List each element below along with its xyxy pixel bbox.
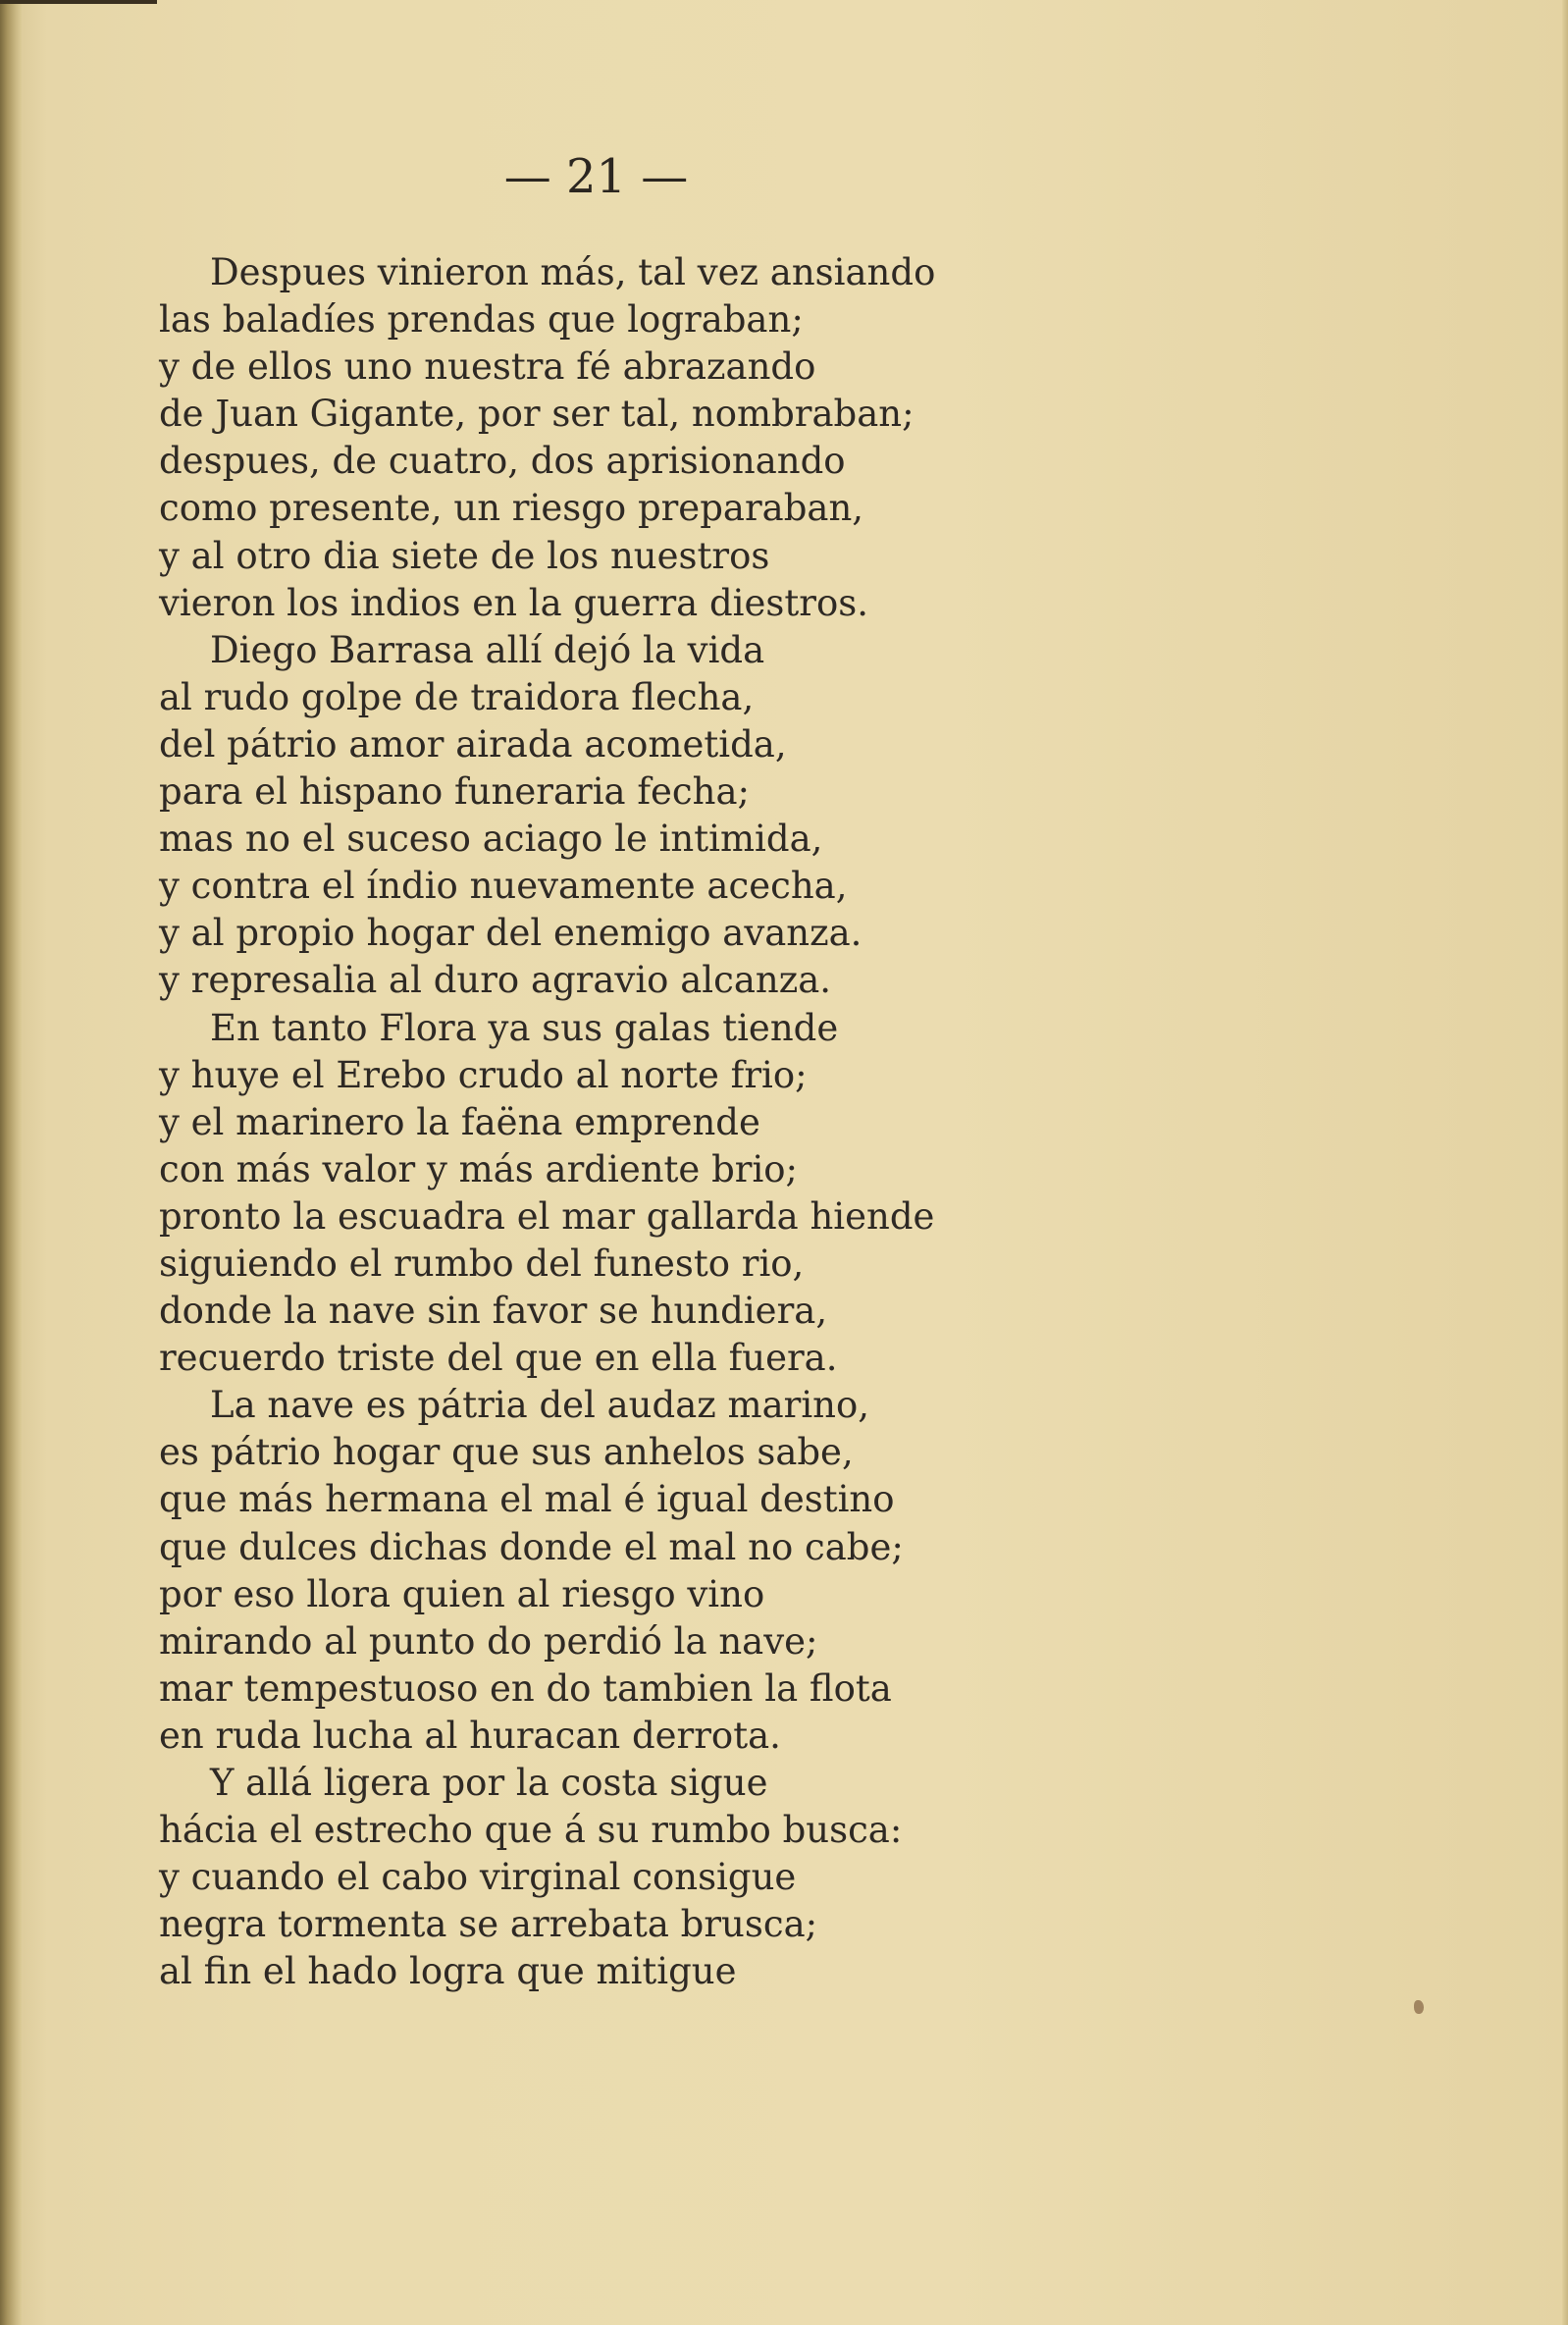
- verse-line: con más valor y más ardiente brio;: [159, 1147, 799, 1190]
- verse-line: mar tempestuoso en do tambien la flota: [159, 1666, 892, 1710]
- page-right-edge: [1562, 0, 1568, 2325]
- verse-line: siguiendo el rumbo del funesto rio,: [159, 1242, 805, 1285]
- verse-line: las baladíes prendas que lograban;: [159, 298, 804, 342]
- verse-line: Y allá ligera por la costa sigue: [210, 1762, 768, 1804]
- verse-line: y cuando el cabo virginal consigue: [159, 1856, 797, 1899]
- verse-line: y el marinero la faëna emprende: [159, 1100, 760, 1143]
- verse-line: Despues vinieron más, tal vez ansiando: [210, 251, 936, 293]
- verse-line: y al propio hogar del enemigo avanza.: [159, 912, 862, 955]
- verse-line: despues, de cuatro, dos aprisionando: [159, 440, 846, 483]
- verse-line: mirando al punto do perdió la nave;: [159, 1619, 818, 1663]
- page-spine-edge: [0, 0, 22, 2325]
- verse-line: vieron los indios en la guerra diestros.: [159, 581, 868, 624]
- ink-stain: [1414, 2000, 1424, 2014]
- verse-line: y contra el índio nuevamente acecha,: [159, 865, 848, 908]
- verse-line: es pátrio hogar que sus anhelos sabe,: [159, 1431, 854, 1474]
- verse-line: del pátrio amor airada acometida,: [159, 722, 787, 766]
- verse-line: y al otro dia siete de los nuestros: [159, 534, 770, 577]
- verse-line: que más hermana el mal é igual destino: [159, 1478, 895, 1521]
- verse-line: en ruda lucha al huracan derrota.: [159, 1714, 781, 1757]
- page-top-edge: [0, 0, 157, 4]
- verse-line: que dulces dichas donde el mal no cabe;: [159, 1525, 904, 1568]
- verse-line: y represalia al duro agravio alcanza.: [159, 959, 832, 1002]
- verse-line: para el hispano funeraria fecha;: [159, 770, 751, 814]
- verse-line: al rudo golpe de traidora flecha,: [159, 675, 755, 718]
- verse-line: y huye el Erebo crudo al norte frio;: [159, 1053, 808, 1096]
- verse-line: donde la nave sin favor se hundiera,: [159, 1290, 828, 1333]
- verse-line: negra tormenta se arrebata brusca;: [159, 1903, 818, 1946]
- verse-line: En tanto Flora ya sus galas tiende: [210, 1006, 839, 1049]
- verse-line: como presente, un riesgo preparaban,: [159, 487, 864, 530]
- verse-line: de Juan Gigante, por ser tal, nombraban;: [159, 393, 915, 436]
- poem-text: [159, 249, 1140, 1995]
- verse-line: Diego Barrasa allí dejó la vida: [210, 628, 765, 671]
- verse-line: recuerdo triste del que en ella fuera.: [159, 1337, 838, 1380]
- verse-line: hácia el estrecho que á su rumbo busca:: [159, 1809, 903, 1852]
- verse-line: mas no el suceso aciago le intimida,: [159, 818, 823, 861]
- verse-line: pronto la escuadra el mar gallarda hiende: [159, 1194, 935, 1238]
- verse-line: por eso llora quien al riesgo vino: [159, 1572, 765, 1615]
- page-number: — 21 —: [503, 149, 689, 204]
- verse-line: al fin el hado logra que mitigue: [159, 1950, 737, 1993]
- verse-line: La nave es pátria del audaz marino,: [210, 1384, 870, 1427]
- verse-line: y de ellos uno nuestra fé abrazando: [159, 345, 816, 389]
